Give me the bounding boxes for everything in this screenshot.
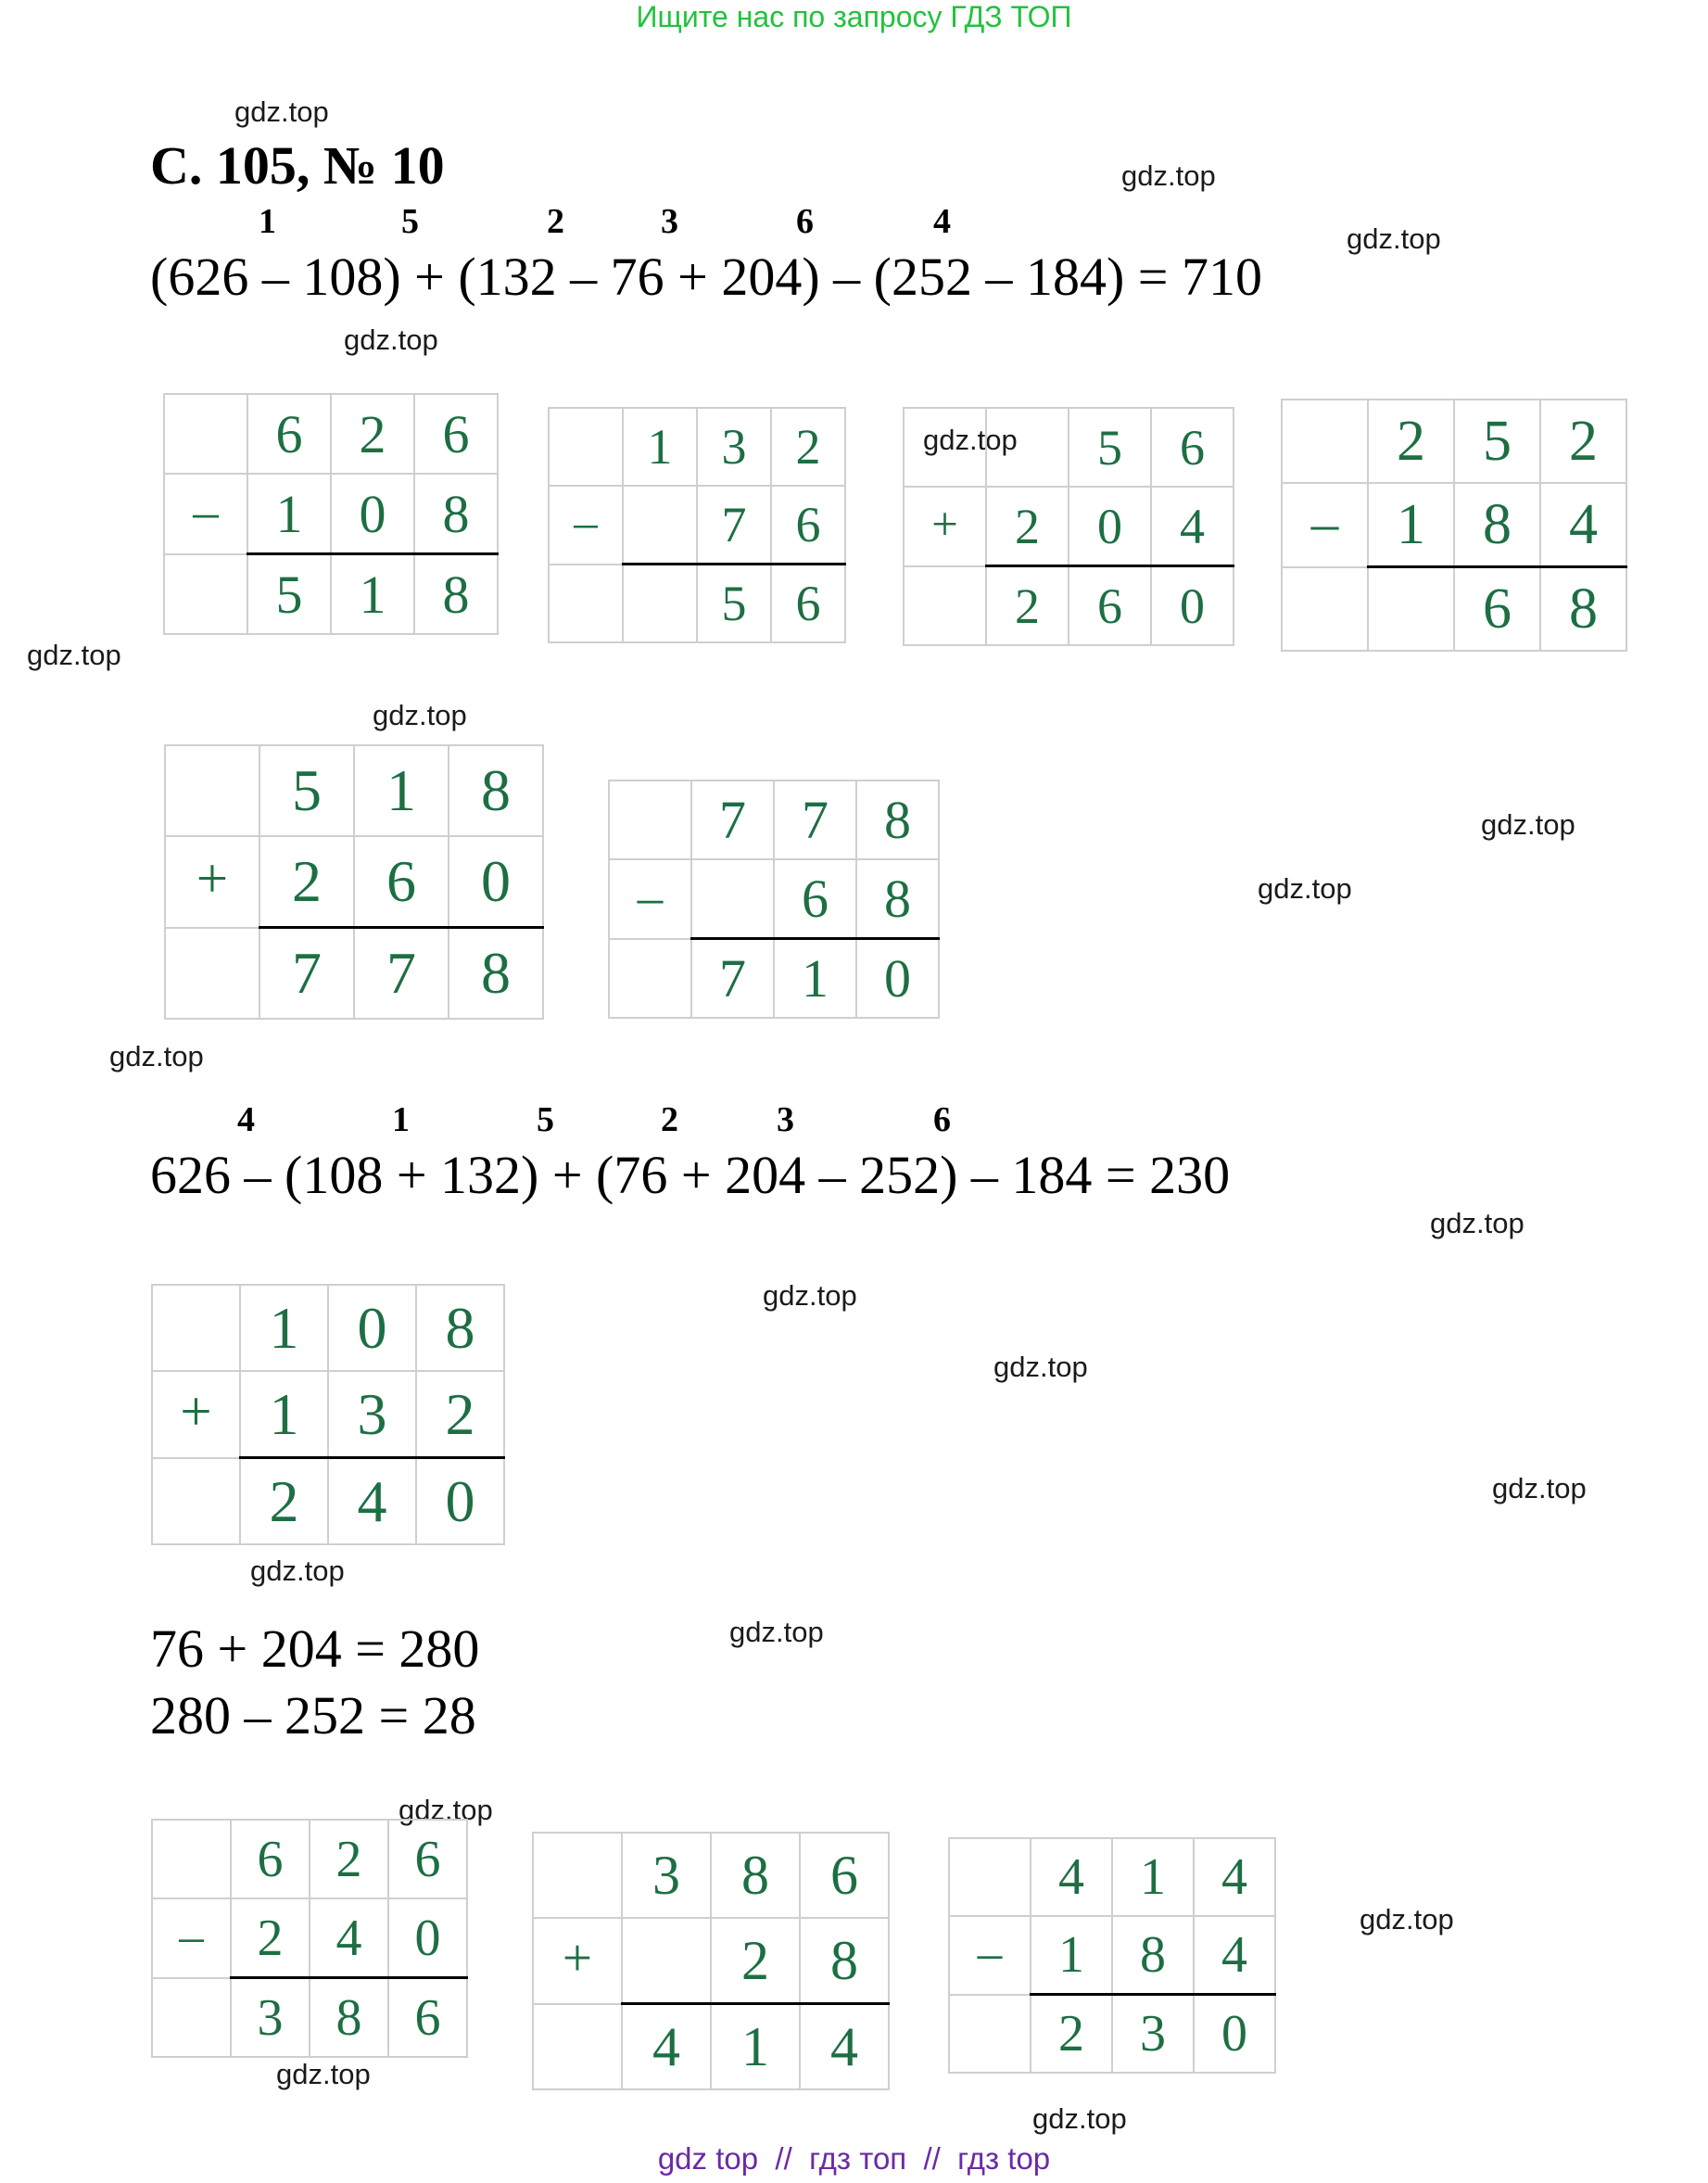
operation-order-number: 6 <box>796 202 814 241</box>
operand-row <box>152 1285 504 1371</box>
result-row <box>152 1978 467 2058</box>
operator-cell: + <box>152 1327 240 1414</box>
operator-cell <box>904 566 986 646</box>
digit-cell: 0 <box>416 1458 504 1545</box>
digit-cell: 1 <box>240 1371 328 1458</box>
digit-cell: 6 <box>414 394 498 474</box>
watermark: gdz.top <box>1430 1207 1525 1239</box>
watermark: gdz.top <box>399 1794 493 1826</box>
digit-cell: 4 <box>1194 1838 1275 1916</box>
digit-cell: 6 <box>771 486 845 565</box>
operand-row <box>949 1838 1275 1916</box>
digit-cell: 1 <box>1368 483 1454 567</box>
digit-cell: 2 <box>331 394 414 474</box>
inline-calculation: 280 – 252 = 28 <box>150 1685 476 1745</box>
operation-order-number: 1 <box>259 202 276 241</box>
operation-order-number: 4 <box>933 202 951 241</box>
watermark: gdz.top <box>1492 1472 1587 1504</box>
operation-order-number: 2 <box>547 202 564 241</box>
digit-cell <box>623 486 697 565</box>
digit-cell: 3 <box>1112 1995 1194 2074</box>
operator-cell <box>1282 567 1368 652</box>
column-calculation <box>151 1819 468 2058</box>
watermark: gdz.top <box>1481 808 1575 841</box>
watermark: gdz.top <box>373 699 467 731</box>
digit-cell: 2 <box>259 836 354 928</box>
exercise-title: С. 105, № 10 <box>150 135 445 196</box>
digit-cell: 6 <box>388 1978 467 2058</box>
digit-cell: 3 <box>622 1833 711 1918</box>
digit-cell: 1 <box>774 939 856 1019</box>
digit-cell: 5 <box>697 565 771 643</box>
inline-calculation: 76 + 204 = 280 <box>150 1618 480 1679</box>
digit-cell: 0 <box>1194 1995 1275 2074</box>
operator-cell <box>152 1458 240 1545</box>
digit-cell <box>1368 567 1454 652</box>
operation-order-number: 3 <box>661 202 678 241</box>
operand-row <box>165 745 543 836</box>
digit-cell: 1 <box>331 554 414 635</box>
digit-cell: 0 <box>1069 487 1151 566</box>
digit-cell: 6 <box>1454 567 1540 652</box>
digit-cell: 4 <box>1151 487 1234 566</box>
result-row <box>533 2004 889 2090</box>
operation-order-number: 4 <box>237 1100 255 1139</box>
watermark: gdz.top <box>993 1351 1088 1383</box>
digit-cell: 2 <box>1540 400 1626 483</box>
digit-cell: 4 <box>310 1898 388 1978</box>
digit-cell: 1 <box>1112 1838 1194 1916</box>
search-banner[interactable]: Ищите нас по запросу ГДЗ ТОП <box>636 0 1072 33</box>
operation-order-number: 6 <box>933 1100 951 1139</box>
operand-row <box>549 408 845 486</box>
digit-cell: 0 <box>449 836 543 928</box>
watermark: gdz.top <box>27 639 121 671</box>
digit-cell: 4 <box>328 1458 416 1545</box>
digit-cell: 8 <box>449 928 543 1020</box>
operation-order-number: 5 <box>537 1100 554 1139</box>
digit-cell: 6 <box>247 394 331 474</box>
result-row <box>549 565 845 643</box>
operator-cell: – <box>1282 440 1368 524</box>
operand-row <box>152 1820 467 1898</box>
digit-cell: 0 <box>328 1285 416 1371</box>
digit-cell <box>623 565 697 643</box>
operand-row <box>904 408 1234 487</box>
result-row <box>949 1995 1275 2074</box>
digit-cell <box>986 408 1069 487</box>
watermark: gdz.top <box>1360 1903 1454 1936</box>
digit-cell: 1 <box>1031 1916 1112 1995</box>
digit-cell: 8 <box>416 1285 504 1371</box>
digit-cell: 6 <box>774 859 856 939</box>
digit-cell: 7 <box>354 928 449 1020</box>
result-row <box>164 554 498 635</box>
column-calculation <box>608 780 940 1019</box>
operator-cell <box>549 565 623 643</box>
digit-cell: 8 <box>414 474 498 554</box>
operator-cell: + <box>533 1874 622 1960</box>
operation-order-number: 3 <box>777 1100 794 1139</box>
operator-cell: – <box>549 446 623 524</box>
digit-cell: 3 <box>328 1371 416 1458</box>
digit-cell: 3 <box>231 1978 310 2058</box>
column-calculation <box>163 393 499 635</box>
watermark: gdz.top <box>923 424 1018 456</box>
digit-cell: 4 <box>1031 1838 1112 1916</box>
digit-cell: 8 <box>449 745 543 836</box>
digit-cell: 2 <box>416 1371 504 1458</box>
watermark: gdz.top <box>1347 222 1441 255</box>
watermark: gdz.top <box>344 324 438 356</box>
operation-order-number: 1 <box>392 1100 410 1139</box>
footer-links[interactable]: gdz top // гдз топ // гдз top <box>657 2141 1051 2176</box>
digit-cell: 7 <box>774 781 856 859</box>
digit-cell: 8 <box>1112 1916 1194 1995</box>
digit-cell: 0 <box>388 1898 467 1978</box>
result-row <box>165 928 543 1020</box>
watermark: gdz.top <box>1032 2102 1127 2135</box>
operator-cell <box>609 939 691 1019</box>
digit-cell: 5 <box>247 554 331 635</box>
watermark: gdz.top <box>109 1040 204 1072</box>
digit-cell: 8 <box>1540 567 1626 652</box>
operator-cell: – <box>164 433 247 513</box>
digit-cell: 8 <box>856 781 939 859</box>
operator-cell <box>533 2004 622 2090</box>
digit-cell: 8 <box>310 1978 388 2058</box>
digit-cell: 4 <box>622 2004 711 2090</box>
digit-cell: 0 <box>331 474 414 554</box>
result-row <box>609 939 939 1019</box>
digit-cell: 1 <box>240 1285 328 1371</box>
digit-cell: 1 <box>247 474 331 554</box>
operator-cell: – <box>609 819 691 898</box>
digit-cell: 0 <box>1151 566 1234 646</box>
digit-cell: 6 <box>388 1820 467 1898</box>
operand-row <box>164 394 498 474</box>
digit-cell: 2 <box>310 1820 388 1898</box>
operator-cell <box>949 1995 1031 2074</box>
expression-2: 626 – (108 + 132) + (76 + 204 – 252) – 184 = 230 <box>150 1145 1231 1205</box>
digit-cell: 5 <box>259 745 354 836</box>
digit-cell: 2 <box>986 487 1069 566</box>
operand-row <box>609 781 939 859</box>
result-row <box>152 1458 504 1545</box>
column-calculation <box>1281 399 1627 652</box>
digit-cell: 7 <box>259 928 354 1020</box>
digit-cell: 4 <box>1540 483 1626 567</box>
digit-cell: 1 <box>623 408 697 486</box>
operator-cell <box>165 928 259 1020</box>
column-calculation <box>164 744 544 1020</box>
operator-cell: – <box>152 1859 231 1937</box>
operand-row <box>533 1833 889 1918</box>
result-row <box>1282 567 1626 652</box>
column-calculation <box>532 1832 890 2090</box>
digit-cell: 6 <box>771 565 845 643</box>
digit-cell: 6 <box>800 1833 889 1918</box>
operation-order-number: 2 <box>661 1100 678 1139</box>
digit-cell: 6 <box>354 836 449 928</box>
expression-1: (626 – 108) + (132 – 76 + 204) – (252 – 184) = 710 <box>150 247 1263 307</box>
digit-cell: 4 <box>1194 1916 1275 1995</box>
watermark: gdz.top <box>234 95 329 128</box>
digit-cell: 6 <box>1151 408 1234 487</box>
watermark: gdz.top <box>276 2058 371 2090</box>
digit-cell: 8 <box>1454 483 1540 567</box>
digit-cell: 2 <box>986 566 1069 646</box>
watermark: gdz.top <box>250 1555 345 1587</box>
column-calculation <box>151 1284 505 1545</box>
digit-cell: 8 <box>414 554 498 635</box>
digit-cell: 8 <box>800 1918 889 2004</box>
digit-cell: 2 <box>711 1918 800 2004</box>
digit-cell: 0 <box>856 939 939 1019</box>
digit-cell: 1 <box>711 2004 800 2090</box>
column-calculation <box>548 407 846 643</box>
operator-cell <box>152 1978 231 2058</box>
result-row <box>904 566 1234 646</box>
watermark: gdz.top <box>729 1616 824 1648</box>
digit-cell: 2 <box>240 1458 328 1545</box>
digit-cell <box>622 1918 711 2004</box>
operator-cell: + <box>904 447 986 526</box>
column-calculation <box>948 1837 1276 2074</box>
digit-cell: 2 <box>231 1898 310 1978</box>
watermark: gdz.top <box>1121 159 1216 192</box>
digit-cell: 2 <box>771 408 845 486</box>
digit-cell <box>691 859 774 939</box>
operand-row <box>1282 400 1626 483</box>
operator-cell <box>164 554 247 635</box>
digit-cell: 7 <box>691 939 774 1019</box>
digit-cell: 2 <box>1031 1995 1112 2074</box>
operator-cell: – <box>949 1876 1031 1954</box>
digit-cell: 5 <box>1454 400 1540 483</box>
watermark: gdz.top <box>763 1279 857 1312</box>
digit-cell: 3 <box>697 408 771 486</box>
digit-cell: 2 <box>1368 400 1454 483</box>
digit-cell: 7 <box>697 486 771 565</box>
digit-cell: 6 <box>1069 566 1151 646</box>
digit-cell: 5 <box>1069 408 1151 487</box>
digit-cell: 8 <box>711 1833 800 1918</box>
operator-cell: + <box>165 790 259 881</box>
digit-cell: 1 <box>354 745 449 836</box>
watermark: gdz.top <box>1258 872 1352 905</box>
digit-cell: 7 <box>691 781 774 859</box>
digit-cell: 8 <box>856 859 939 939</box>
column-calculation <box>903 407 1234 646</box>
digit-cell: 6 <box>231 1820 310 1898</box>
digit-cell: 4 <box>800 2004 889 2090</box>
operation-order-number: 5 <box>401 202 419 241</box>
